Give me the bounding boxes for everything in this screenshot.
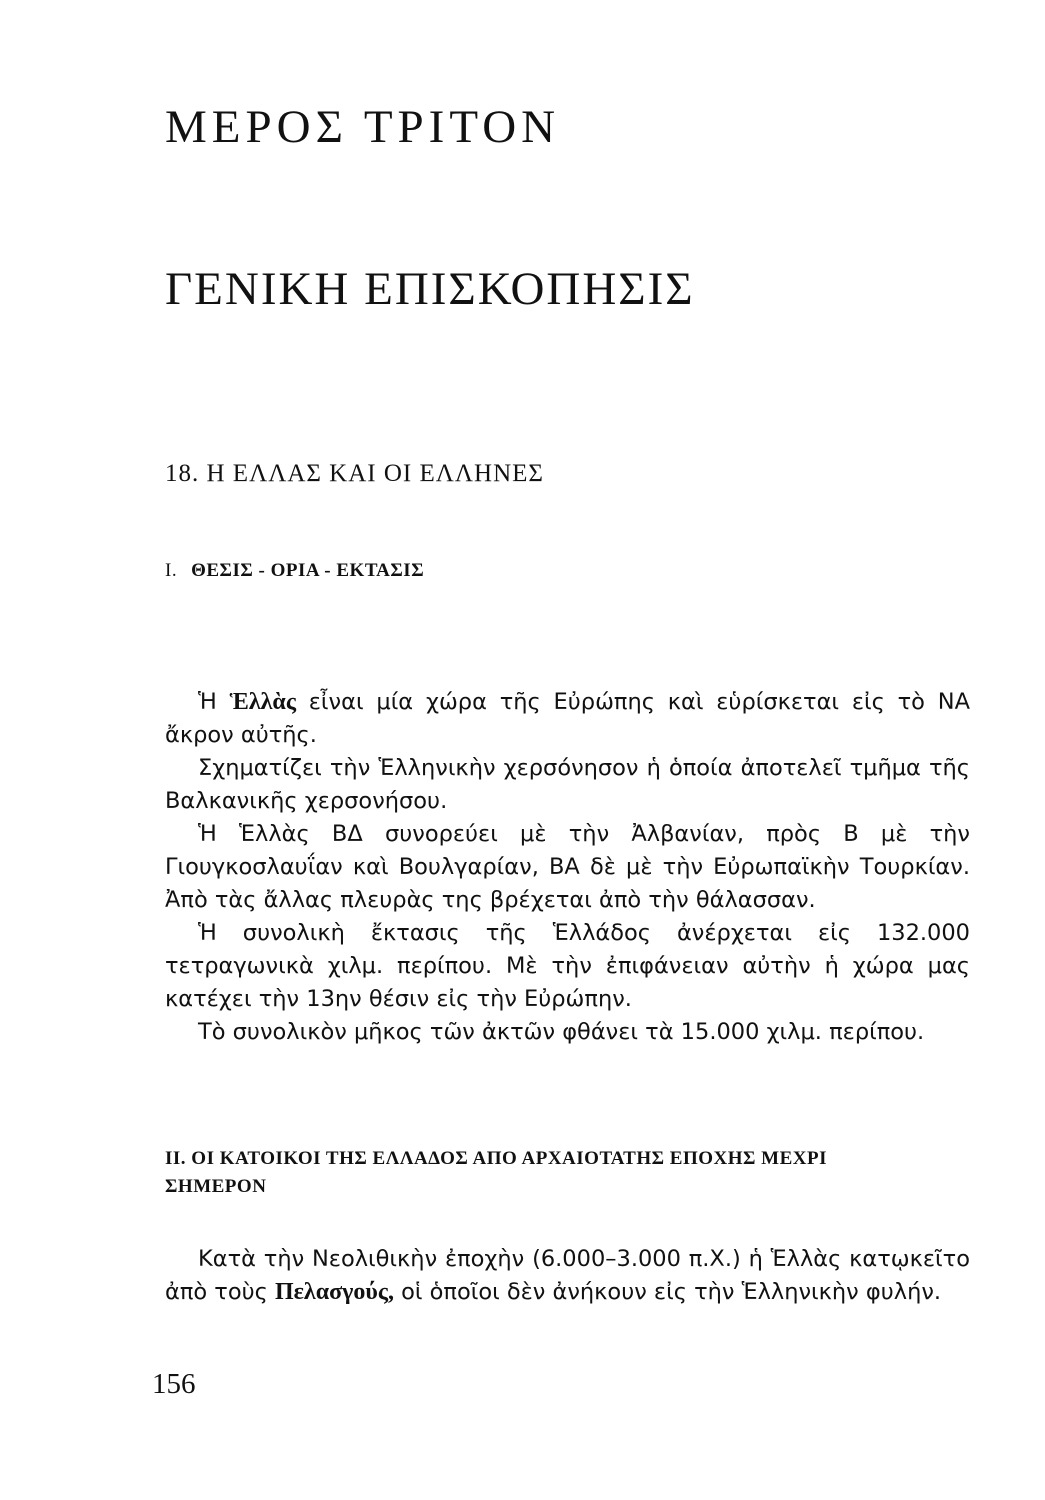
paragraph: Ἡ Ἑλλὰς ΒΔ συνορεύει μὲ τὴν Ἀλβανίαν, πρὸς Β μὲ τὴν Γιουγκοσλαυΐαν καὶ Βουλγαρίαν, ΒΑ δὲ μὲ τὴν Εὐρωπαϊκὴν Τουρκίαν. Ἀπὸ τὰς ἄλλας πλευρὰς της βρέχεται ἀπὸ τὴν θάλασσαν.: [165, 821, 970, 913]
page-number: 156: [152, 1368, 196, 1400]
emphasis-pelasgians: Πελασγούς,: [274, 1279, 394, 1305]
emphasis-hellas: Ἑλλὰς: [229, 689, 296, 715]
paragraph: [165, 1243, 970, 1309]
section-1-heading: [165, 560, 424, 582]
section-1-title: ΘΕΣΙΣ - ΟΡΙΑ - ΕΚΤΑΣΙΣ: [191, 560, 425, 581]
section-2-body: [165, 1243, 970, 1309]
paragraph-text: εἶναι μία χώρα τῆς Εὐρώπης καὶ εὑρίσκεται εἰς τὸ ΝΑ ἄκρον αὐτῆς.: [165, 689, 970, 748]
paragraph: [165, 686, 970, 752]
paragraph-text: Ἡ: [198, 689, 230, 715]
section-2-heading: ΙΙ. ΟΙ ΚΑΤΟΙΚΟΙ ΤΗΣ ΕΛΛΑΔΟΣ ΑΠΟ ΑΡΧΑΙΟΤΑΤΗΣ ΕΠΟΧΗΣ ΜΕΧΡΙ ΣΗΜΕΡΟΝ: [165, 1148, 828, 1197]
section-1-number: Ι.: [165, 560, 178, 581]
paragraph-text: Κατὰ τὴν Νεολιθικὴν ἐποχὴν (6.000–3.000 π.Χ.) ἡ Ἑλλὰς κατῳκεῖτο ἀπὸ τοὺς: [165, 1246, 970, 1305]
section-1-body: [165, 686, 970, 1049]
part-title: ΜΕΡΟΣ ΤΡΙΤΟΝ: [165, 101, 561, 153]
part-subtitle: ΓΕΝΙΚΗ ΕΠΙΣΚΟΠΗΣΙΣ: [165, 263, 695, 315]
paragraph-text: οἱ ὁποῖοι δὲν ἀνήκουν εἰς τὴν Ἑλληνικὴν φυλήν.: [393, 1279, 942, 1305]
paragraph: Τὸ συνολικὸν μῆκος τῶν ἀκτῶν φθάνει τὰ 15.000 χιλμ. περίπου.: [198, 1019, 925, 1045]
paragraph: Σχηματίζει τὴν Ἑλληνικὴν χερσόνησον ἡ ὁποία ἀποτελεῖ τμῆμα τῆς Βαλκανικῆς χερσονήσου.: [165, 755, 970, 814]
paragraph: Ἡ συνολικὴ ἔκτασις τῆς Ἑλλάδος ἀνέρχεται εἰς 132.000 τετραγωνικὰ χιλμ. περίπου. Μὲ τὴν ἐπιφάνειαν αὐτὴν ἡ χώρα μας κατέχει τὴν 13ην θέσιν εἰς τὴν Εὐρώπην.: [165, 920, 970, 1012]
chapter-heading: 18. Η ΕΛΛΑΣ ΚΑΙ ΟΙ ΕΛΛΗΝΕΣ: [165, 460, 544, 487]
